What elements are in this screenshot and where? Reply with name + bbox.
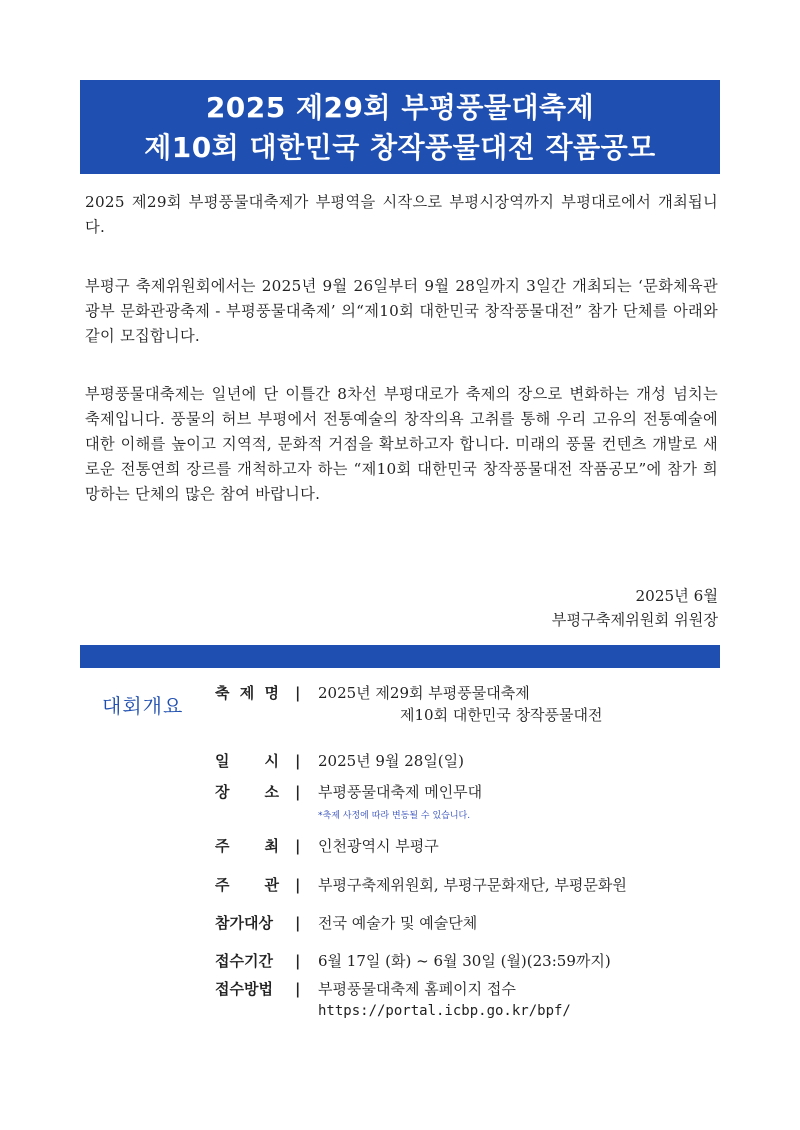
separator: | xyxy=(295,837,301,855)
banner-title-line1: 2025 제29회 부평풍물대축제 xyxy=(205,91,595,124)
separator: | xyxy=(295,752,301,770)
label-char: 명 xyxy=(264,684,279,702)
signature-date: 2025년 6월 xyxy=(635,587,718,605)
overview-label xyxy=(215,835,279,857)
overview-label xyxy=(215,750,279,772)
label-char: 소 xyxy=(264,783,279,801)
overview-label: 접수방법 xyxy=(215,980,273,998)
overview-value: 부평구축제위원회, 부평구문화재단, 부평문화원 xyxy=(318,876,627,894)
overview-label xyxy=(215,682,279,704)
title-banner xyxy=(80,80,720,174)
signature-organization: 부평구축제위원회 위원장 xyxy=(551,611,718,629)
festival-description-paragraph: 부평풍물대축제는 일년에 단 이틀간 8차선 부평대로가 축제의 장으로 변화하는 개성 넘치는 축제입니다. 풍물의 허브 부평에서 전통예술의 창작의욕 고취를 통해 우리 고유의 전통예술에 대한 이해를 높이고 지역적, 문화적 거점을 확보하고자 합니다. 미래의 풍물 컨텐츠 개발로 새로운 전통연희 장르를 개척하고자 하는 “제10회 대한민국 창작풍물대전 작품공모”에 참가 희망하는 단체의 많은 참여 바랍니다. xyxy=(85,385,718,503)
separator: | xyxy=(295,952,301,970)
label-char: 주 xyxy=(215,876,230,894)
label-char: 최 xyxy=(264,837,279,855)
separator: | xyxy=(295,914,301,932)
overview-value: 2025년 9월 28일(일) xyxy=(318,752,465,770)
section-divider-bar xyxy=(80,645,720,668)
overview-value: 2025년 제29회 부평풍물대축제 xyxy=(318,684,530,702)
separator: | xyxy=(295,783,301,801)
label-char: 일 xyxy=(215,752,230,770)
overview-label xyxy=(215,781,279,803)
overview-value: 부평풍물대축제 메인무대 xyxy=(318,783,483,801)
separator: | xyxy=(295,876,301,894)
intro-paragraph: 2025 제29회 부평풍물대축제가 부평역을 시작으로 부평시장역까지 부평대로에서 개최됩니다. xyxy=(85,193,718,236)
separator: | xyxy=(295,980,301,998)
label-char: 축 xyxy=(215,684,230,702)
overview-value: 전국 예술가 및 예술단체 xyxy=(318,914,478,932)
label-char: 관 xyxy=(264,876,279,894)
overview-label xyxy=(215,874,279,896)
label-char: 장 xyxy=(215,783,230,801)
venue-note: *축제 사정에 따라 변동될 수 있습니다. xyxy=(318,811,471,821)
overview-value: 6월 17일 (화) ~ 6월 30일 (월)(23:59까지) xyxy=(318,952,611,970)
overview-value: 인천광역시 부평구 xyxy=(318,837,439,855)
label-char: 시 xyxy=(264,752,279,770)
label-char: 주 xyxy=(215,837,230,855)
overview-value: 부평풍물대축제 홈페이지 접수 xyxy=(318,980,516,998)
overview-value-secondary: 제10회 대한민국 창작풍물대전 xyxy=(400,706,603,724)
overview-title: 대회개요 xyxy=(102,694,184,718)
banner-title-line2: 제10회 대한민국 창작풍물대전 작품공모 xyxy=(144,131,656,164)
overview-label: 접수기간 xyxy=(215,952,273,970)
overview-label: 참가대상 xyxy=(215,914,273,932)
label-char: 제 xyxy=(239,684,255,702)
application-url-link[interactable]: https://portal.icbp.go.kr/bpf/ xyxy=(318,1003,571,1019)
separator: | xyxy=(295,684,301,702)
recruitment-paragraph: 부평구 축제위원회에서는 2025년 9월 26일부터 9월 28일까지 3일간 개최되는 ‘문화체육관광부 문화관광축제 - 부평풍물대축제’ 의“제10회 대한민국 창작풍물대전” 참가 단체를 아래와 같이 모집합니다. xyxy=(85,277,718,345)
